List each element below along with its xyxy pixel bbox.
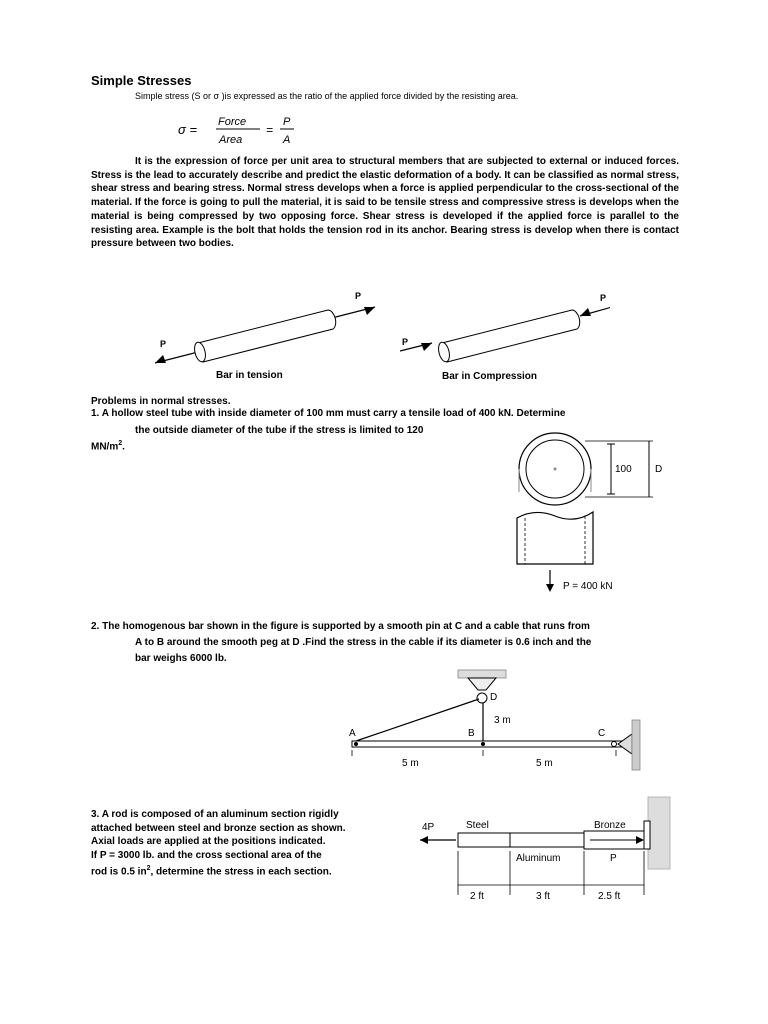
rod-steel-label: Steel: [466, 820, 489, 831]
stress-description-text: It is the expression of force per unit area to structural members that are subjected to external or induced forces. Stress is the lead to accurately describe and predict the elastic deformation of a body. It can be classified as normal stress, shear stress and bearing stress. Normal stress develops when a force is applied perpendicular to the cross-sectional of the material. If the force is going to pull the material, it is said to be tensile stress and compressive stress is develops when the material is being compressed by two opposing force. Shear stress is developed if the applied force is parallel to the resisting area. Example is the bolt that holds the tension rod in its anchor. Bearing stress is develop when there is contact pressure between two bodies.: [91, 156, 679, 250]
tension-bar: [155, 291, 375, 363]
problem3-line3: Axial loads are applied at the positions indicated.: [91, 836, 326, 848]
figure-hollow-tube: [505, 432, 685, 597]
formula-denominator: Area: [219, 134, 243, 146]
problem2-line2: A to B around the smooth peg at D .Find the stress in the cable if its diameter is 0.6 inch and the: [135, 637, 592, 648]
rod-load-p: P: [610, 853, 617, 864]
label-c: C: [598, 728, 606, 739]
problem1-unit-sup: 2: [118, 440, 123, 447]
problem1-unit-suffix: .: [122, 441, 125, 453]
formula-p: P: [283, 116, 291, 128]
label-a: A: [349, 728, 356, 739]
figure-composite-rod: [418, 795, 673, 905]
problem3-area-suffix: , determine the stress in each section.: [150, 866, 332, 878]
compression-bar: [400, 293, 610, 363]
stress-formula: [178, 112, 308, 155]
problem1-line3: [91, 440, 125, 452]
rod-dim-2: 3 ft: [536, 891, 550, 902]
problem2-line1: 2. The homogenous bar shown in the figure is supported by a smooth pin at C and a cable that runs from: [91, 621, 590, 632]
dim-height: 3 m: [494, 715, 511, 726]
compression-p-right: P: [600, 293, 607, 303]
problem3-line1: 3. A rod is composed of an aluminum section rigidly: [91, 809, 339, 820]
formula-a: A: [283, 134, 291, 146]
rod-dim-3: 2.5 ft: [598, 891, 621, 902]
tube-inner-diameter: 100: [615, 464, 632, 475]
caption-tension: Bar in tension: [216, 370, 283, 381]
problem1-line1: 1. A hollow steel tube with inside diameter of 100 mm must carry a tensile load of 400 kN. Determine: [91, 408, 566, 419]
compression-p-left: P: [402, 337, 409, 347]
page-title: Simple Stresses: [91, 73, 192, 88]
label-d: D: [490, 692, 498, 703]
rod-dim-1: 2 ft: [470, 891, 484, 902]
intro-text: Simple stress (S or σ )is expressed as the ratio of the applied force divided by the resisting area.: [135, 91, 519, 101]
stress-description: [91, 155, 679, 251]
tube-load: P = 400 kN: [563, 581, 613, 592]
formula-graphic: [178, 112, 308, 152]
rod-bronze-label: Bronze: [594, 820, 626, 831]
problem2-line3: bar weighs 6000 lb.: [135, 653, 227, 664]
dim-right: 5 m: [536, 758, 553, 769]
rod-aluminum-label: Aluminum: [516, 853, 561, 864]
formula-numerator: Force: [218, 116, 247, 128]
formula-sigma: σ =: [178, 122, 198, 137]
rod-load-4p: 4P: [422, 822, 435, 833]
problem3-text: [91, 808, 411, 879]
tube-outer-diameter: D: [655, 464, 663, 475]
formula-equals: =: [266, 123, 274, 137]
problem3-line4: If P = 3000 lb. and the cross sectional area of the: [91, 849, 322, 861]
problems-heading: Problems in normal stresses.: [91, 396, 231, 407]
dim-left: 5 m: [402, 758, 419, 769]
problem1-unit: MN/m: [91, 441, 119, 453]
figure-bar-cable: [340, 668, 645, 773]
caption-compression: Bar in Compression: [442, 371, 538, 382]
problem3-area: rod is 0.5 in: [91, 866, 147, 878]
problem3-line2: attached between steel and bronze section as shown.: [91, 822, 346, 834]
tension-p-right: P: [355, 291, 362, 301]
problem1-line2: the outside diameter of the tube if the stress is limited to 120: [135, 425, 424, 436]
problem3-line5: [91, 862, 411, 879]
tension-p-left: P: [160, 339, 167, 349]
label-b: B: [468, 728, 475, 739]
problem3-area-sup: 2: [146, 865, 151, 873]
